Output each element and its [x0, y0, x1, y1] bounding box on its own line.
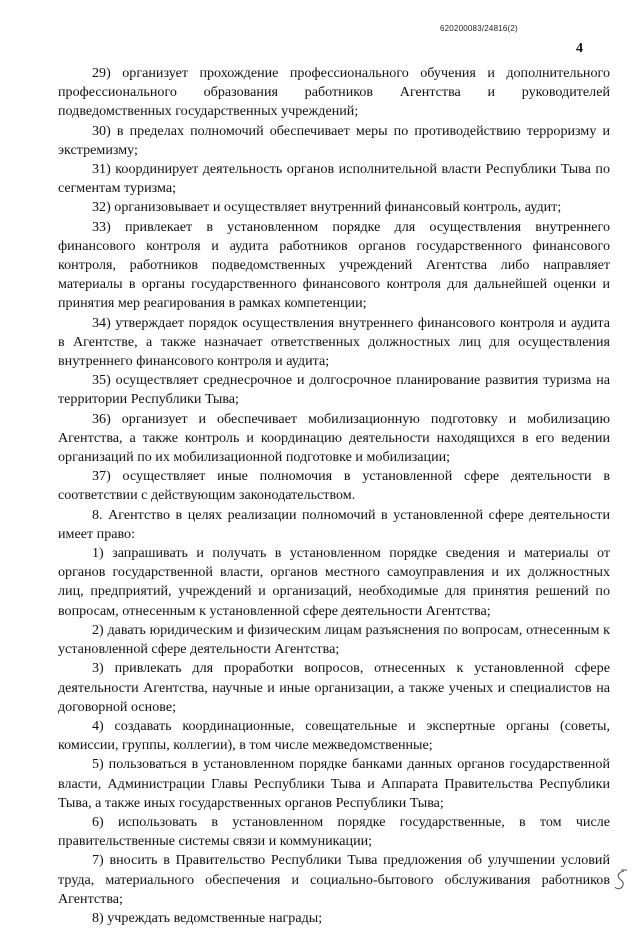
right-item-7: 7) вносить в Правительство Республики Тыва предложения об улучшении условий труда, материального обеспечения и социально-бытового обслуживания работников Агентства;	[58, 852, 610, 907]
paragraph-item-34: 34) утверждает порядок осуществления внутреннего финансового контроля и аудита в Агентстве, а также назначает ответственных должностных лиц для осуществления внутреннего финансового контроля и аудита;	[58, 314, 610, 370]
document-code: 620200083/24816(2)	[440, 24, 518, 33]
paragraph-item-36: 36) организует и обеспечивает мобилизационную подготовку и мобилизацию Агентства, а также контроль и координацию деятельности находящихся в его ведении организаций по их мобилизационной подготовке и мобилизации;	[58, 410, 610, 466]
right-item-4: 4) создавать координационные, совещательные и экспертные органы (советы, комиссии, группы, коллегии), в том числе межведомственные;	[58, 717, 610, 754]
right-item-6: 6) использовать в установленном порядке государственные, в том числе правительственные системы связи и коммуникации;	[58, 813, 610, 850]
paragraph-item-35: 35) осуществляет среднесрочное и долгосрочное планирование развития туризма на территории Республики Тыва;	[58, 372, 610, 408]
right-item-8: 8) учреждать ведомственные награды;	[92, 909, 323, 926]
paragraph-item-33: 33) привлекает в установленном порядке для осуществления внутреннего финансового контроля и аудита работников органов государственного финансового контроля, работников подведомственных учреждений Агентства либо направляет материалы в органы государственного финансового контроля для дальнейшей оценки и принятия мер реагирования в рамках компетенции;	[58, 218, 610, 312]
handwritten-initial-mark	[612, 868, 630, 892]
paragraph-item-30: 30) в пределах полномочий обеспечивает меры по противодействию терроризму и экстремизму;	[58, 122, 610, 158]
right-item-3: 3) привлекать для проработки вопросов, отнесенных к установленной сфере деятельности Агентства, научные и иные организации, а также ученых и специалистов на договорной основе;	[58, 660, 610, 715]
paragraph-item-37: 37) осуществляет иные полномочия в установленной сфере деятельности в соответствии с действующим законодательством.	[58, 468, 610, 504]
paragraph-item-32: 32) организовывает и осуществляет внутренний финансовый контроль, аудит;	[92, 199, 562, 216]
right-item-5: 5) пользоваться в установленном порядке банками данных органов государственной власти, Администрации Главы Республики Тыва и Аппарата Правительства Республики Тыва, а также иных государственных органов Республики Тыва;	[58, 756, 610, 811]
page-number: 4	[576, 41, 583, 56]
paragraph-item-29: 29) организует прохождение профессионального обучения и дополнительного профессионального образования работников Агентства и руководителей подведомственных государственных учреждений;	[58, 65, 610, 120]
section-8-heading: 8. Агентство в целях реализации полномочий в установленной сфере деятельности имеет право:	[58, 506, 610, 542]
right-item-1: 1) запрашивать и получать в установленном порядке сведения и материалы от органов государственной власти, органов местного самоуправления и их должностных лиц, предприятий, учреждений и организаций, необходимые для принятия решений по вопросам, отнесенным к установленной сфере деятельности Агентства;	[58, 545, 610, 619]
paragraph-item-31: 31) координирует деятельность органов исполнительной власти Республики Тыва по сегментам туризма;	[58, 161, 610, 197]
document-body	[58, 64, 610, 928]
right-item-2: 2) давать юридическим и физическим лицам разъяснения по вопросам, отнесенным к установленной сфере деятельности Агентства;	[58, 621, 610, 658]
